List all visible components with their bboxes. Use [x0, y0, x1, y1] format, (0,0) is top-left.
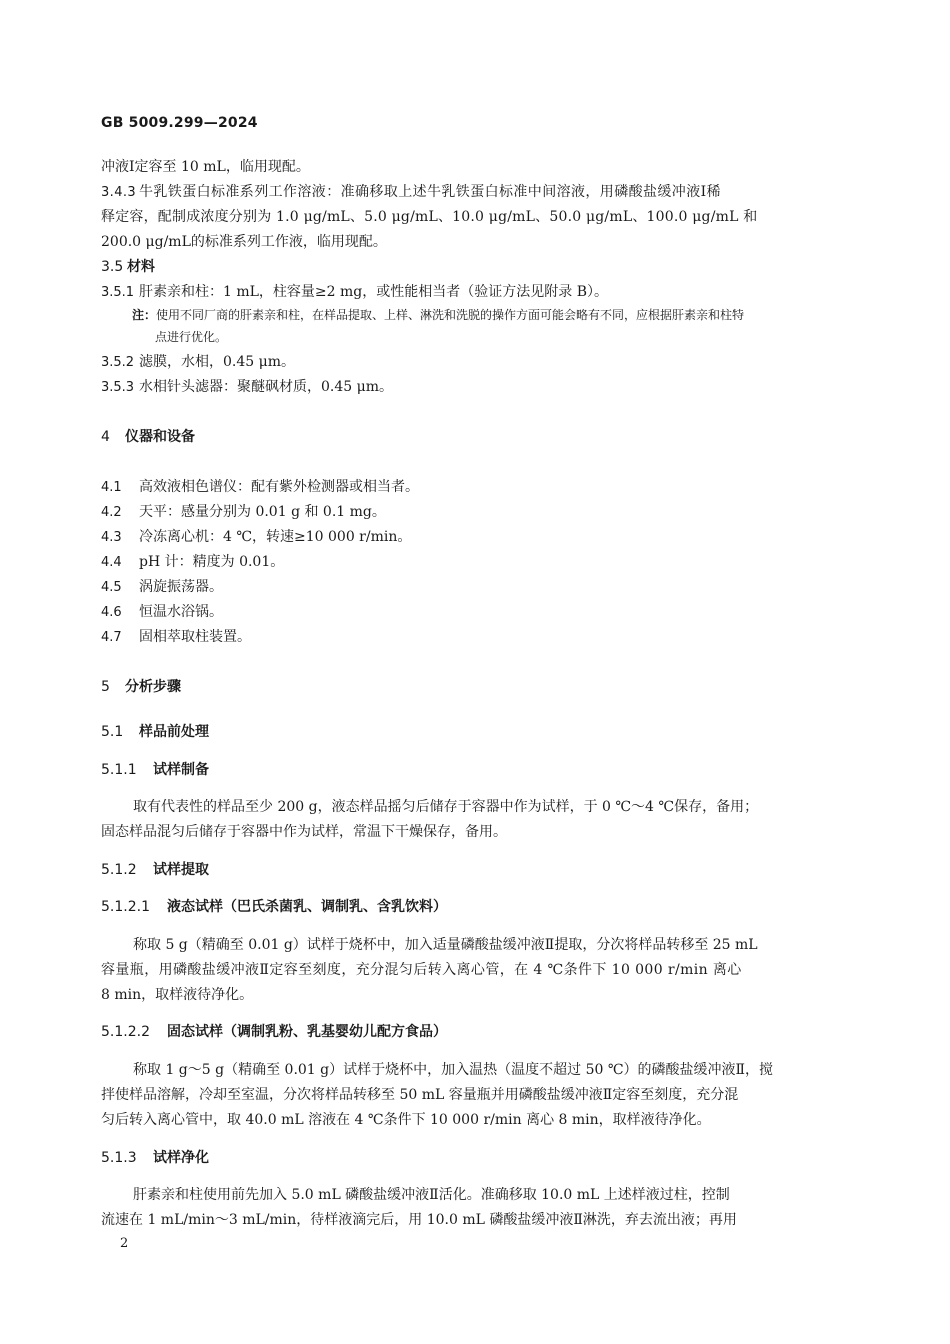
paragraph-line: 容量瓶，用磷酸盐缓冲液Ⅱ定容至刻度，充分混匀后转入离心管，在 4 ℃条件下 10 000 r/min 离心	[101, 962, 742, 978]
section-heading-5-1-2-1	[101, 897, 447, 917]
clause-3-5-1	[101, 282, 841, 303]
clause-text: 冷冻离心机：4 ℃，转速≥10 000 r/min。	[139, 529, 412, 545]
note-line: 点进行优化。	[155, 330, 228, 344]
section-number: 5.1.2.1	[101, 899, 150, 915]
section-title: 试样提取	[153, 862, 209, 878]
section-heading-3-5	[101, 257, 155, 277]
clause-number: 4.5	[101, 580, 122, 595]
section-number: 5.1	[101, 724, 124, 740]
section-heading-4	[101, 427, 195, 447]
section-number: 3.5	[101, 259, 124, 275]
paragraph-line: 肝素亲和柱使用前先加入 5.0 mL 磷酸盐缓冲液Ⅱ活化。准确移取 10.0 mL 上述样液过柱，控制	[133, 1187, 730, 1203]
section-number: 5.1.3	[101, 1150, 137, 1166]
note-text: 使用不同厂商的肝素亲和柱，在样品提取、上样、淋洗和洗脱的操作方面可能会略有不同，应根据肝素亲和柱特	[156, 308, 745, 322]
paragraph-line: 匀后转入离心管中，取 40.0 mL 溶液在 4 ℃条件下 10 000 r/min 离心 8 min，取样液待净化。	[101, 1112, 711, 1128]
section-title: 试样制备	[153, 762, 209, 778]
list-item-4-5	[101, 577, 841, 598]
clause-3-4-3	[101, 182, 841, 203]
clause-text: pH 计：精度为 0.01。	[139, 554, 285, 570]
paragraph-line: 流速在 1 mL/min～3 mL/min，待样液滴完后，用 10.0 mL 磷酸盐缓冲液Ⅱ淋洗，弃去流出液；再用	[101, 1212, 737, 1228]
section-heading-5-1-3	[101, 1148, 209, 1168]
clause-3-5-3	[101, 377, 841, 398]
paragraph-line: 取有代表性的样品至少 200 g，液态样品摇匀后储存于容器中作为试样，于 0 ℃～4 ℃保存，备用；	[133, 799, 759, 815]
body-line: 释定容，配制成浓度分别为 1.0 μg/mL、5.0 μg/mL、10.0 μg/mL、50.0 μg/mL、100.0 μg/mL 和	[101, 209, 758, 225]
clause-number: 3.5.2	[101, 355, 135, 370]
page-number: 2	[120, 1236, 129, 1251]
clause-number: 4.7	[101, 630, 122, 645]
section-number: 5	[101, 679, 110, 695]
clause-text: 水相针头滤器：聚醚砜材质，0.45 μm。	[139, 379, 393, 395]
note-label: 注：	[132, 308, 157, 322]
section-number: 5.1.2.2	[101, 1024, 150, 1040]
section-number: 5.1.2	[101, 862, 137, 878]
list-item-4-1	[101, 477, 841, 498]
clause-number: 4.4	[101, 555, 122, 570]
clause-text: 恒温水浴锅。	[139, 604, 223, 620]
clause-text: 滤膜，水相，0.45 μm。	[139, 354, 295, 370]
clause-number: 4.3	[101, 530, 122, 545]
list-item-4-7	[101, 627, 841, 648]
list-item-4-4	[101, 552, 841, 573]
clause-text: 天平：感量分别为 0.01 g 和 0.1 mg。	[139, 504, 386, 520]
section-number: 4	[101, 429, 110, 445]
section-heading-5-1-2-2	[101, 1022, 447, 1042]
paragraph-line: 拌使样品溶解，冷却至室温，分次将样品转移至 50 mL 容量瓶并用磷酸盐缓冲液Ⅱ定容至刻度，充分混	[101, 1087, 739, 1103]
body-line: 冲液Ⅰ定容至 10 mL，临用现配。	[101, 159, 310, 175]
paragraph-line: 固态样品混匀后储存于容器中作为试样，常温下干燥保存，备用。	[101, 824, 507, 840]
clause-3-5-2	[101, 352, 841, 373]
section-title: 试样净化	[153, 1150, 209, 1166]
list-item-4-3	[101, 527, 841, 548]
section-title: 液态试样（巴氏杀菌乳、调制乳、含乳饮料）	[167, 899, 447, 915]
section-heading-5-1-2	[101, 860, 209, 880]
clause-number: 4.1	[101, 480, 122, 495]
clause-number: 4.6	[101, 605, 122, 620]
clause-text: 涡旋振荡器。	[139, 579, 223, 595]
section-heading-5-1-1	[101, 760, 209, 780]
list-item-4-2	[101, 502, 841, 523]
clause-number: 4.2	[101, 505, 122, 520]
paragraph-line: 称取 1 g～5 g（精确至 0.01 g）试样于烧杯中，加入温热（温度不超过 50 ℃）的磷酸盐缓冲液Ⅱ，搅	[133, 1062, 774, 1078]
section-heading-5-1	[101, 722, 209, 742]
paragraph-line: 8 min，取样液待净化。	[101, 987, 254, 1003]
section-title: 分析步骤	[125, 679, 181, 695]
paragraph-line: 称取 5 g（精确至 0.01 g）试样于烧杯中，加入适量磷酸盐缓冲液Ⅱ提取，分次将样品转移至 25 mL	[133, 937, 758, 953]
clause-number: 3.5.1	[101, 285, 135, 300]
document-code-header: GB 5009.299—2024	[101, 115, 258, 131]
list-item-4-6	[101, 602, 841, 623]
section-number: 5.1.1	[101, 762, 137, 778]
section-heading-5	[101, 677, 181, 697]
section-title: 固态试样（调制乳粉、乳基婴幼儿配方食品）	[167, 1024, 447, 1040]
clause-number: 3.5.3	[101, 380, 135, 395]
clause-text: 固相萃取柱装置。	[139, 629, 251, 645]
section-title: 样品前处理	[139, 724, 209, 740]
section-title: 仪器和设备	[125, 429, 195, 445]
body-line: 200.0 μg/mL的标准系列工作液，临用现配。	[101, 234, 387, 250]
clause-text: 牛乳铁蛋白标准系列工作溶液：准确移取上述牛乳铁蛋白标准中间溶液，用磷酸盐缓冲液Ⅰ稀	[139, 184, 721, 200]
clause-text: 肝素亲和柱：1 mL，柱容量≥2 mg，或性能相当者（验证方法见附录 B）。	[139, 284, 608, 300]
note-line	[132, 305, 842, 325]
section-title: 材料	[127, 259, 155, 275]
clause-number: 3.4.3	[101, 185, 137, 200]
clause-text: 高效液相色谱仪：配有紫外检测器或相当者。	[139, 479, 419, 495]
